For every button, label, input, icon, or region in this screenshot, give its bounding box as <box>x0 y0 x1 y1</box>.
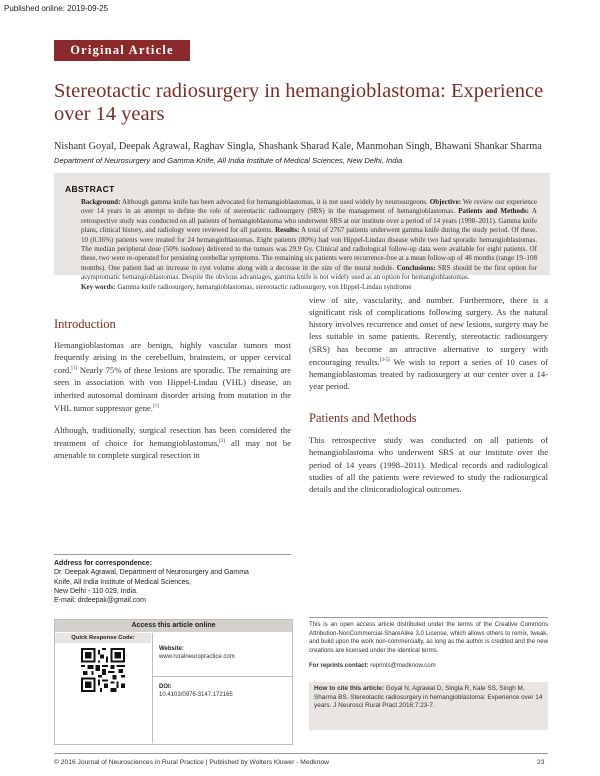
footer: © 2016 Journal of Neurosciences in Rural Practice | Published by Wolters Kluwer - Medknow <box>54 759 329 766</box>
published-date: Published online: 2019-09-25 <box>4 4 109 13</box>
keywords-label: Key words: <box>81 283 116 291</box>
abstract-results-label: Results: <box>275 226 300 235</box>
how-to-cite-label: How to cite this article: <box>314 685 384 692</box>
divider <box>153 676 292 677</box>
correspondence-line: Knife, All India Institute of Medical Sciences, <box>54 578 191 586</box>
abstract-results: A total of 2767 patients underwent gamma knife during the study period. Of these, 10 (0.36%) patients were treated for 24 hemangioblastomas. Eight patients (80%) had von Hippel-Lindau disease while two had sporadic hemangioblastomas. The median peripheral dose (50% isodose) delivered to the tumors was 29.9 Gy. Clinical and radiological follow-up data were available for eight patients. Of these, two were re-operated for persisting cerebellar symptoms. The remaining six patients were recurrence-free at a mean follow-up of 48 months (range 19–108 months). One patient had an increase in cyst volume along with a decrease in the size of the mural nodule. <box>81 226 538 272</box>
reprints <box>309 662 436 669</box>
divider <box>309 617 548 618</box>
reprints-label: For reprints contact: <box>309 662 369 669</box>
correspondence-line: New Delhi - 110 029, India. <box>54 587 138 595</box>
abstract-background: Although gamma knife has been advocated for hemangioblastomas, it is not used widely by neurosurgeons. <box>122 198 428 206</box>
intro-paragraph-2 <box>54 424 291 461</box>
abstract-objective-label: Objective: <box>429 198 462 206</box>
citation-ref[interactable]: [1] <box>71 366 78 372</box>
abstract-heading: ABSTRACT <box>65 184 115 194</box>
how-to-cite-text: Goyal N, Agrawal D, Singla R, Kale SS, Singh M, Sharma BS. Stereotactic radiosurgery in hemangioblastoma: Experience over 14 years. J Neurosci Rural Pract 2016;7:23-7. <box>314 685 543 710</box>
divider <box>152 633 153 743</box>
citation-ref[interactable]: [2] <box>219 438 226 444</box>
doi-label: DOI: <box>159 684 172 690</box>
intro-col2-text: view of site, vascularity, and number. Furthermore, there is a significant risk of complications following surgery. As the natural history involves recurrence and onset of new lesions, surgery may be less suitable in some patients. Recently, stereotactic radiosurgery (SRS) has become an attractive alternative to surgery with encouraging results. <box>309 295 548 367</box>
license-text: This is an open access article distributed under the terms of the Creative Commons Attribution-NonCommercial-ShareAlike 3.0 License, which allows others to remix, tweak, and build upon the work non-commercially, as long as the author is credited and the new creations are licensed under the identical terms. <box>309 621 548 654</box>
abstract-text <box>81 198 537 283</box>
affiliation: Department of Neurosurgery and Gamma Knife, All India Institute of Medical Sciences, New Delhi, India <box>54 156 403 165</box>
qr-label: Quick Response Code: <box>55 633 151 643</box>
intro-paragraph-continued <box>309 294 548 392</box>
correspondence <box>54 559 291 605</box>
article-type-tag: Original Article <box>54 40 190 61</box>
reprints-email[interactable]: reprints@medknow.com <box>370 662 436 669</box>
intro-p2-text-cont: all may not be amenable to complete surgical resection in <box>54 437 291 460</box>
divider <box>54 554 291 555</box>
intro-p1-text: Hemangioblastomas are benign, highly vascular tumors most frequently arising in the cerebellum, brainstem, or upper cervical cord. <box>54 340 291 376</box>
methods-heading: Patients and Methods <box>309 411 417 426</box>
abstract-conclusions: SRS should be the first option for asymptomatic hemangioblastomas. Despite the obvious advantages, gamma knife is not widely used as an option for hemangioblastomas. <box>81 263 538 282</box>
citation-ref[interactable]: [3-5] <box>379 357 390 363</box>
how-to-cite <box>314 685 544 711</box>
correspondence-line: Dr. Deepak Agrawal, Department of Neurosurgery and Gamma <box>54 569 249 577</box>
website-link[interactable]: www.ruralneuropractice.com <box>159 654 235 660</box>
methods-paragraph: This retrospective study was conducted on all patients of hemangioblastoma who underwent SRS at our institute over the period of 14 years (1998–2011). Medical records and radiological studies of all the patients were reviewed to study the radiosurgical details and the clinicoradiological outcomes. <box>309 435 548 494</box>
doi-link[interactable]: 10.4103/0976-3147.172165 <box>159 692 233 698</box>
keywords <box>81 283 541 291</box>
intro-p1-text-cont: Nearly 75% of these lesions are sporadic. The remaining are seen in association with von Hippel-Lindau (VHL) disease, an inherited autosomal dominant disorder arising from mutation in the VHL tumor suppressor gene. <box>54 365 291 413</box>
correspondence-label: Address for correspondence: <box>54 560 153 567</box>
intro-paragraph-1 <box>54 339 291 414</box>
abstract-objective: We review our experience over 14 years in an attempt to define the role of stereotactic radiosurgery (SRS) in the management of hemangioblastomas. <box>81 198 538 216</box>
citation-ref[interactable]: [1] <box>152 403 159 409</box>
intro-col2-text-cont: We wish to report a series of 10 cases of hemangioblastomas treated by radiosurgery at our center over a 14-year period. <box>309 356 548 391</box>
website-label: Website: <box>159 646 184 652</box>
column-right <box>309 294 548 495</box>
access-heading: Access this article online <box>55 620 292 632</box>
abstract-methods-label: Patients and Methods: <box>458 207 530 216</box>
abstract-methods: A retrospective study was conducted on all patients of hemangioblastoma who underwent SRS at our institute over a period of 14 years (1998–2011). Gamma knife plans, clinical history, and radiology were reviewed for all patients. <box>81 207 538 235</box>
correspondence-email[interactable]: E-mail: drdeepak@gmail.com <box>54 597 146 605</box>
abstract-conclusions-label: Conclusions: <box>396 263 436 272</box>
intro-p2-text: Although, traditionally, surgical resection has been considered the treatment of choice for hemangioblastomas, <box>54 424 291 448</box>
introduction-heading: Introduction <box>54 317 116 331</box>
website-block <box>159 646 289 660</box>
page-number: 23 <box>537 759 545 766</box>
introduction-column-left <box>54 318 291 471</box>
doi-block <box>159 684 289 698</box>
divider <box>54 753 548 754</box>
abstract-background-label: Background: <box>81 198 121 206</box>
qr-code-icon[interactable] <box>81 648 125 692</box>
author-list: Nishant Goyal, Deepak Agrawal, Raghav Singla, Shashank Sharad Kale, Manmohan Singh, Bhawani Shankar Sharma <box>54 141 542 152</box>
keywords-text: Gamma knife radiosurgery, hemangioblastomas, stereotactic radiosurgery, von Hippel-Lindau syndrome <box>117 283 412 291</box>
article-title: Stereotactic radiosurgery in hemangioblastoma: Experience over 14 years <box>54 80 544 125</box>
